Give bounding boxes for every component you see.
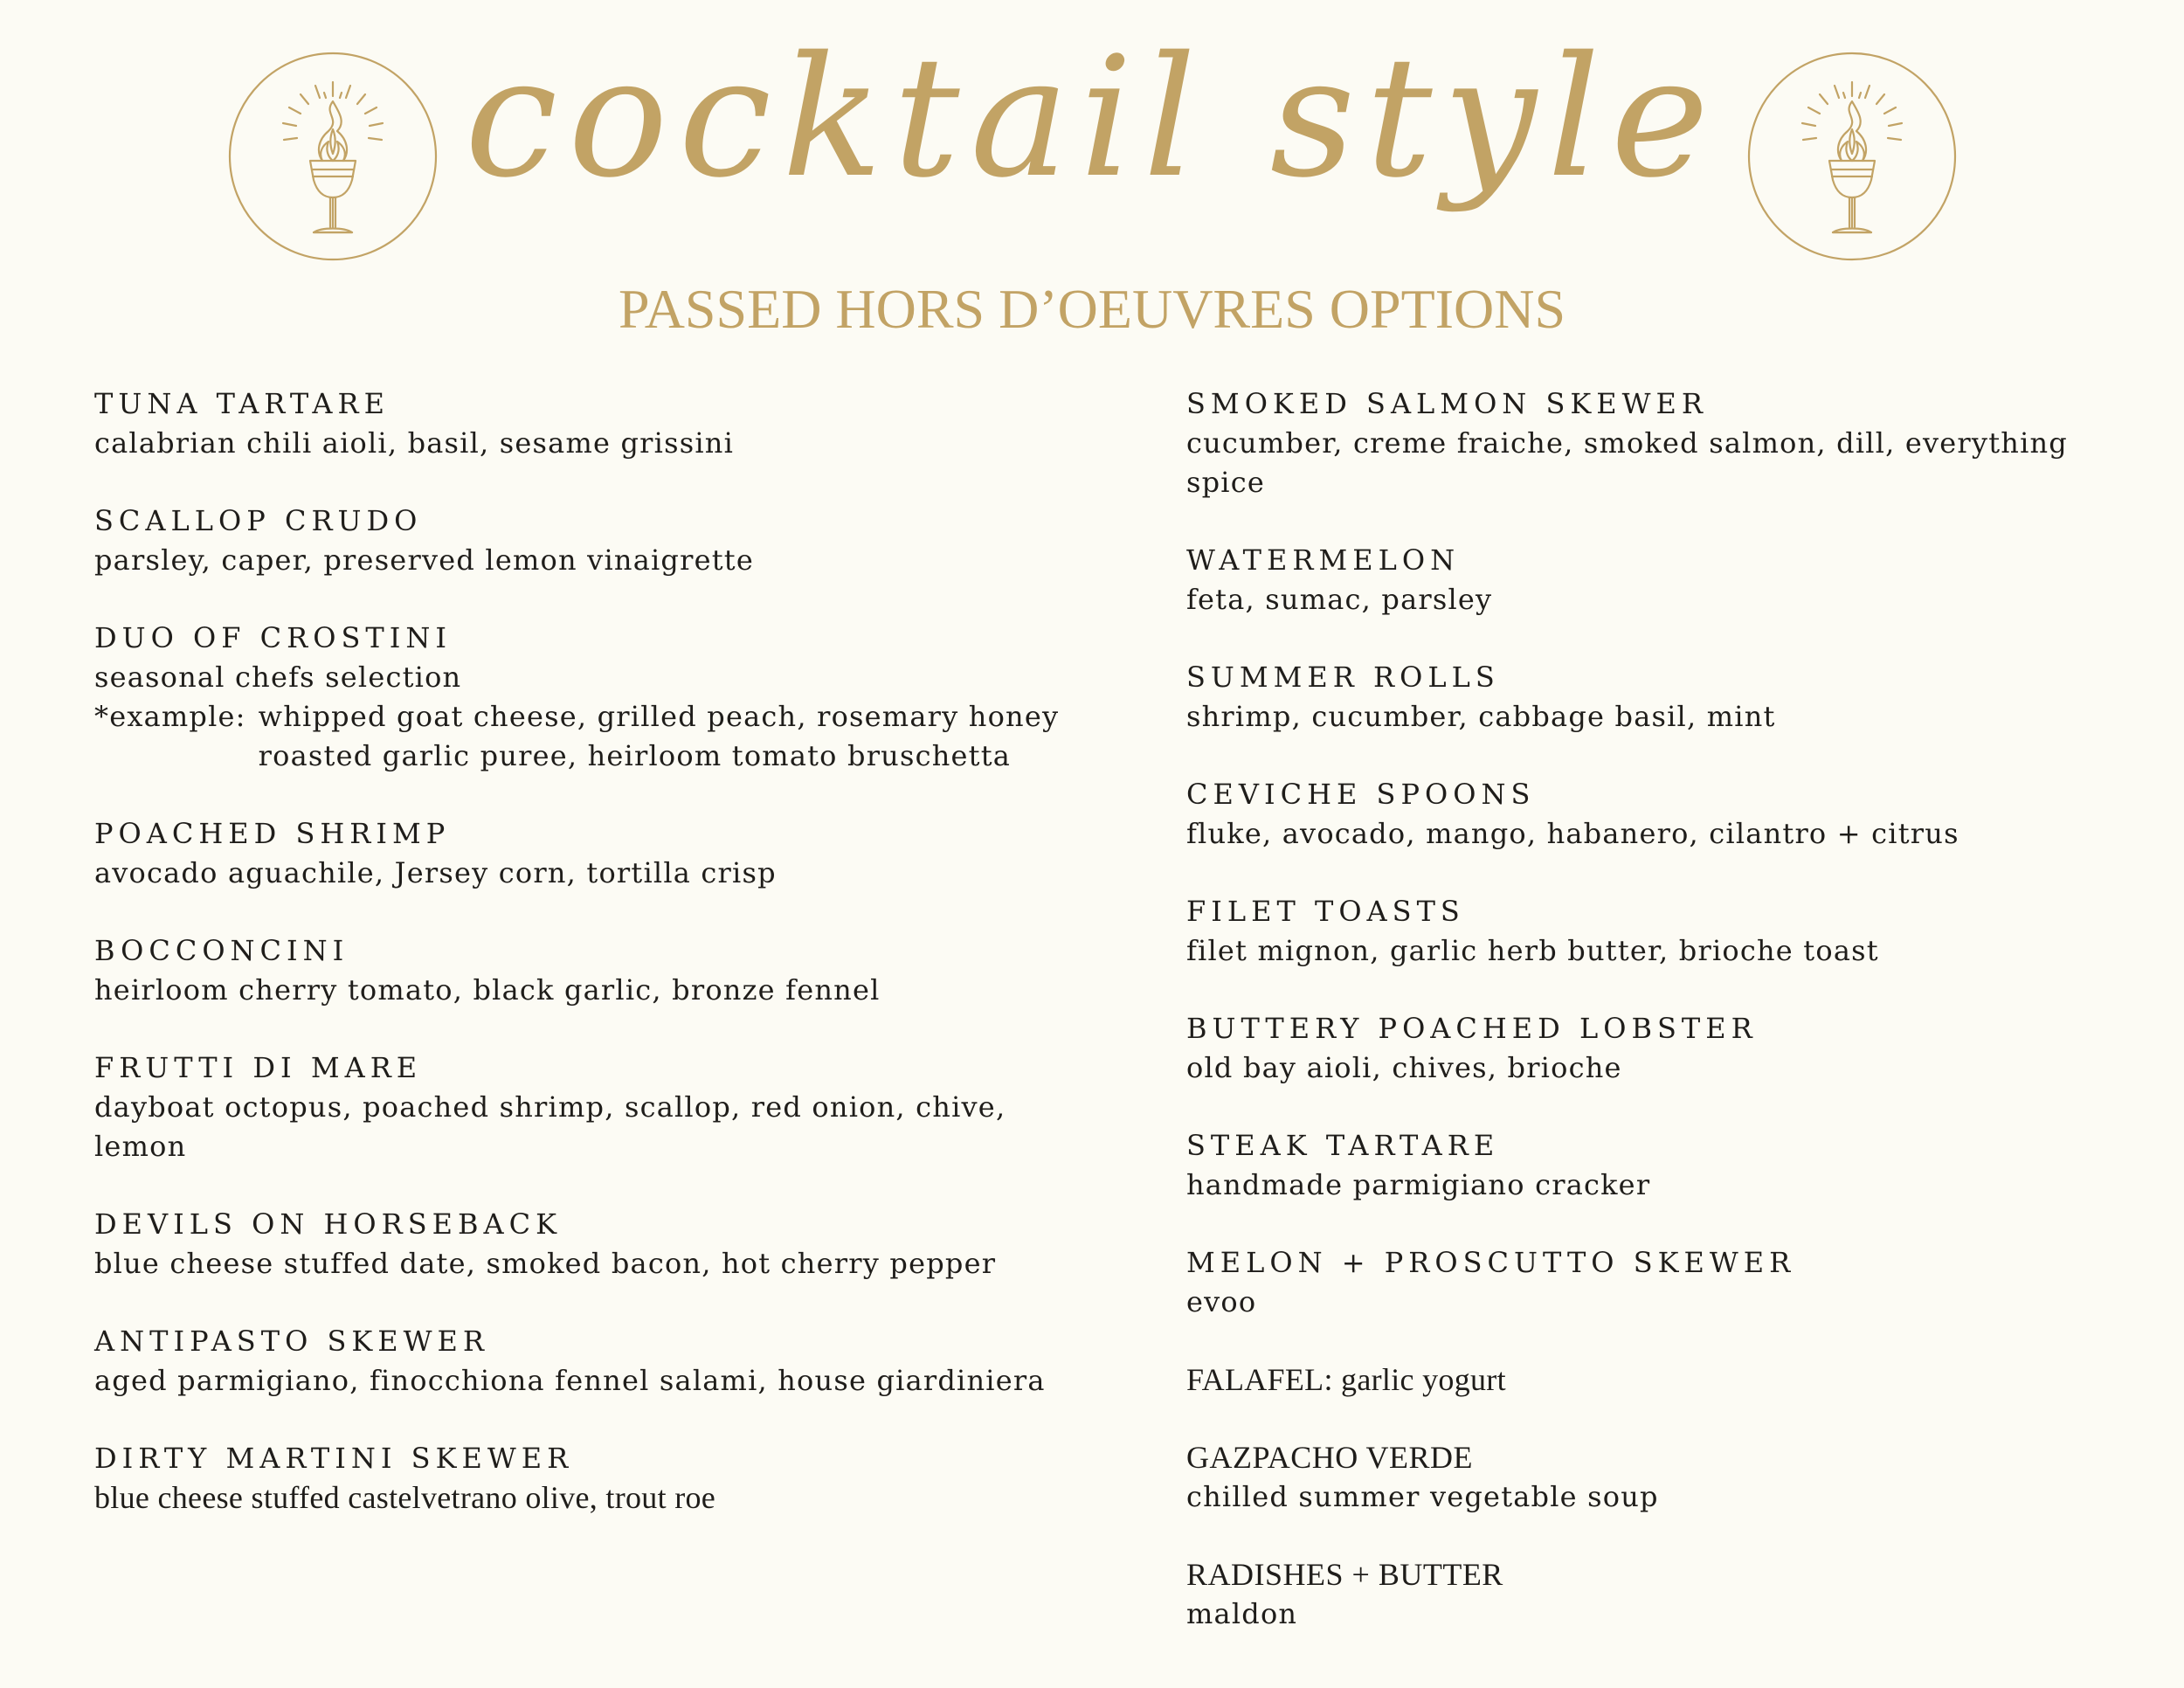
item-description: chilled summer vegetable soup (1186, 1480, 1659, 1513)
item-description: cucumber, creme fraiche, smoked salmon, dill, everything spice (1186, 426, 2068, 499)
item-name: POACHED SHRIMP (94, 817, 451, 850)
example-lines (246, 697, 1060, 776)
menu-item (94, 1048, 1143, 1166)
menu-column-left (94, 384, 1143, 1556)
torch-glass-icon (1745, 49, 1959, 264)
menu-item (94, 1439, 1143, 1518)
menu-item (1186, 384, 2156, 502)
menu-item (1186, 1360, 2156, 1400)
menu-item (1186, 1009, 2156, 1088)
page-title: cocktail style (464, 21, 1720, 214)
item-name: SCALLOP CRUDO (94, 504, 423, 537)
item-name: FILET TOASTS (1186, 895, 1465, 928)
item-description: filet mignon, garlic herb butter, brioche toast (1186, 934, 1879, 967)
item-name: RADISHES + BUTTER (1186, 1557, 1503, 1592)
item-description: fluke, avocado, mango, habanero, cilantro + citrus (1186, 817, 1959, 850)
menu-item (94, 384, 1143, 463)
item-description: maldon (1186, 1597, 1298, 1630)
item-name: MELON + PROSCUTTO SKEWER (1186, 1246, 1796, 1279)
item-description: aged parmigiano, finocchiona fennel salami, house giardiniera (94, 1364, 1046, 1397)
menu-item (94, 502, 1143, 580)
example-line: roasted garlic puree, heirloom tomato bruschetta (258, 739, 1012, 772)
item-description: handmade parmigiano cracker (1186, 1168, 1651, 1201)
item-name: DUO OF CROSTINI (94, 621, 452, 654)
item-name: BUTTERY POACHED LOBSTER (1186, 1012, 1758, 1045)
example-label: *example: (94, 700, 246, 733)
item-description: seasonal chefs selection (94, 661, 462, 694)
item-example (94, 697, 1143, 776)
item-name: DEVILS ON HORSEBACK (94, 1207, 563, 1241)
item-description: heirloom cherry tomato, black garlic, bronze fennel (94, 973, 881, 1007)
item-name: BOCCONCINI (94, 934, 349, 967)
menu-item (94, 814, 1143, 893)
item-description: calabrian chili aioli, basil, sesame grissini (94, 426, 735, 460)
menu-item (1186, 775, 2156, 854)
item-description: feta, sumac, parsley (1186, 583, 1493, 616)
menu-item (1186, 1243, 2156, 1322)
item-description: avocado aguachile, Jersey corn, tortilla crisp (94, 856, 777, 889)
menu-item (94, 931, 1143, 1010)
item-name: FRUTTI DI MARE (94, 1051, 423, 1084)
section-subtitle: PASSED HORS D’OEUVRES OPTIONS (618, 278, 1566, 340)
item-name: STEAK TARTARE (1186, 1129, 1500, 1162)
menu-item (94, 1205, 1143, 1283)
menu-item (1186, 541, 2156, 619)
item-name: SUMMER ROLLS (1186, 661, 1500, 694)
item-name: ANTIPASTO SKEWER (94, 1325, 489, 1358)
item-description: old bay aioli, chives, brioche (1186, 1051, 1622, 1084)
item-name: CEVICHE SPOONS (1186, 778, 1536, 811)
menu-item (1186, 658, 2156, 737)
item-description: blue cheese stuffed castelvetrano olive, trout roe (94, 1480, 716, 1515)
menu-column-right (1186, 384, 2156, 1672)
item-name: TUNA TARTARE (94, 387, 390, 420)
item-description: blue cheese stuffed date, smoked bacon, hot cherry pepper (94, 1247, 997, 1280)
menu-item (1186, 892, 2156, 971)
item-name: DIRTY MARTINI SKEWER (94, 1442, 574, 1475)
example-line: whipped goat cheese, grilled peach, rosemary honey (258, 700, 1060, 733)
item-name: WATERMELON (1186, 543, 1461, 577)
menu-item (94, 619, 1143, 776)
item-description: evoo (1186, 1285, 1257, 1318)
item-name: GAZPACHO VERDE (1186, 1440, 1474, 1475)
menu-item (1186, 1555, 2156, 1634)
menu-item (1186, 1438, 2156, 1517)
item-name: FALAFEL: garlic yogurt (1186, 1362, 1506, 1397)
menu-item (94, 1322, 1143, 1401)
item-description: dayboat octopus, poached shrimp, scallop, red onion, chive, lemon (94, 1090, 1006, 1163)
item-description: parsley, caper, preserved lemon vinaigrette (94, 543, 754, 577)
item-description: shrimp, cucumber, cabbage basil, mint (1186, 700, 1776, 733)
menu-item (1186, 1126, 2156, 1205)
item-name: SMOKED SALMON SKEWER (1186, 387, 1708, 420)
torch-glass-emblem-right (1745, 49, 1959, 264)
